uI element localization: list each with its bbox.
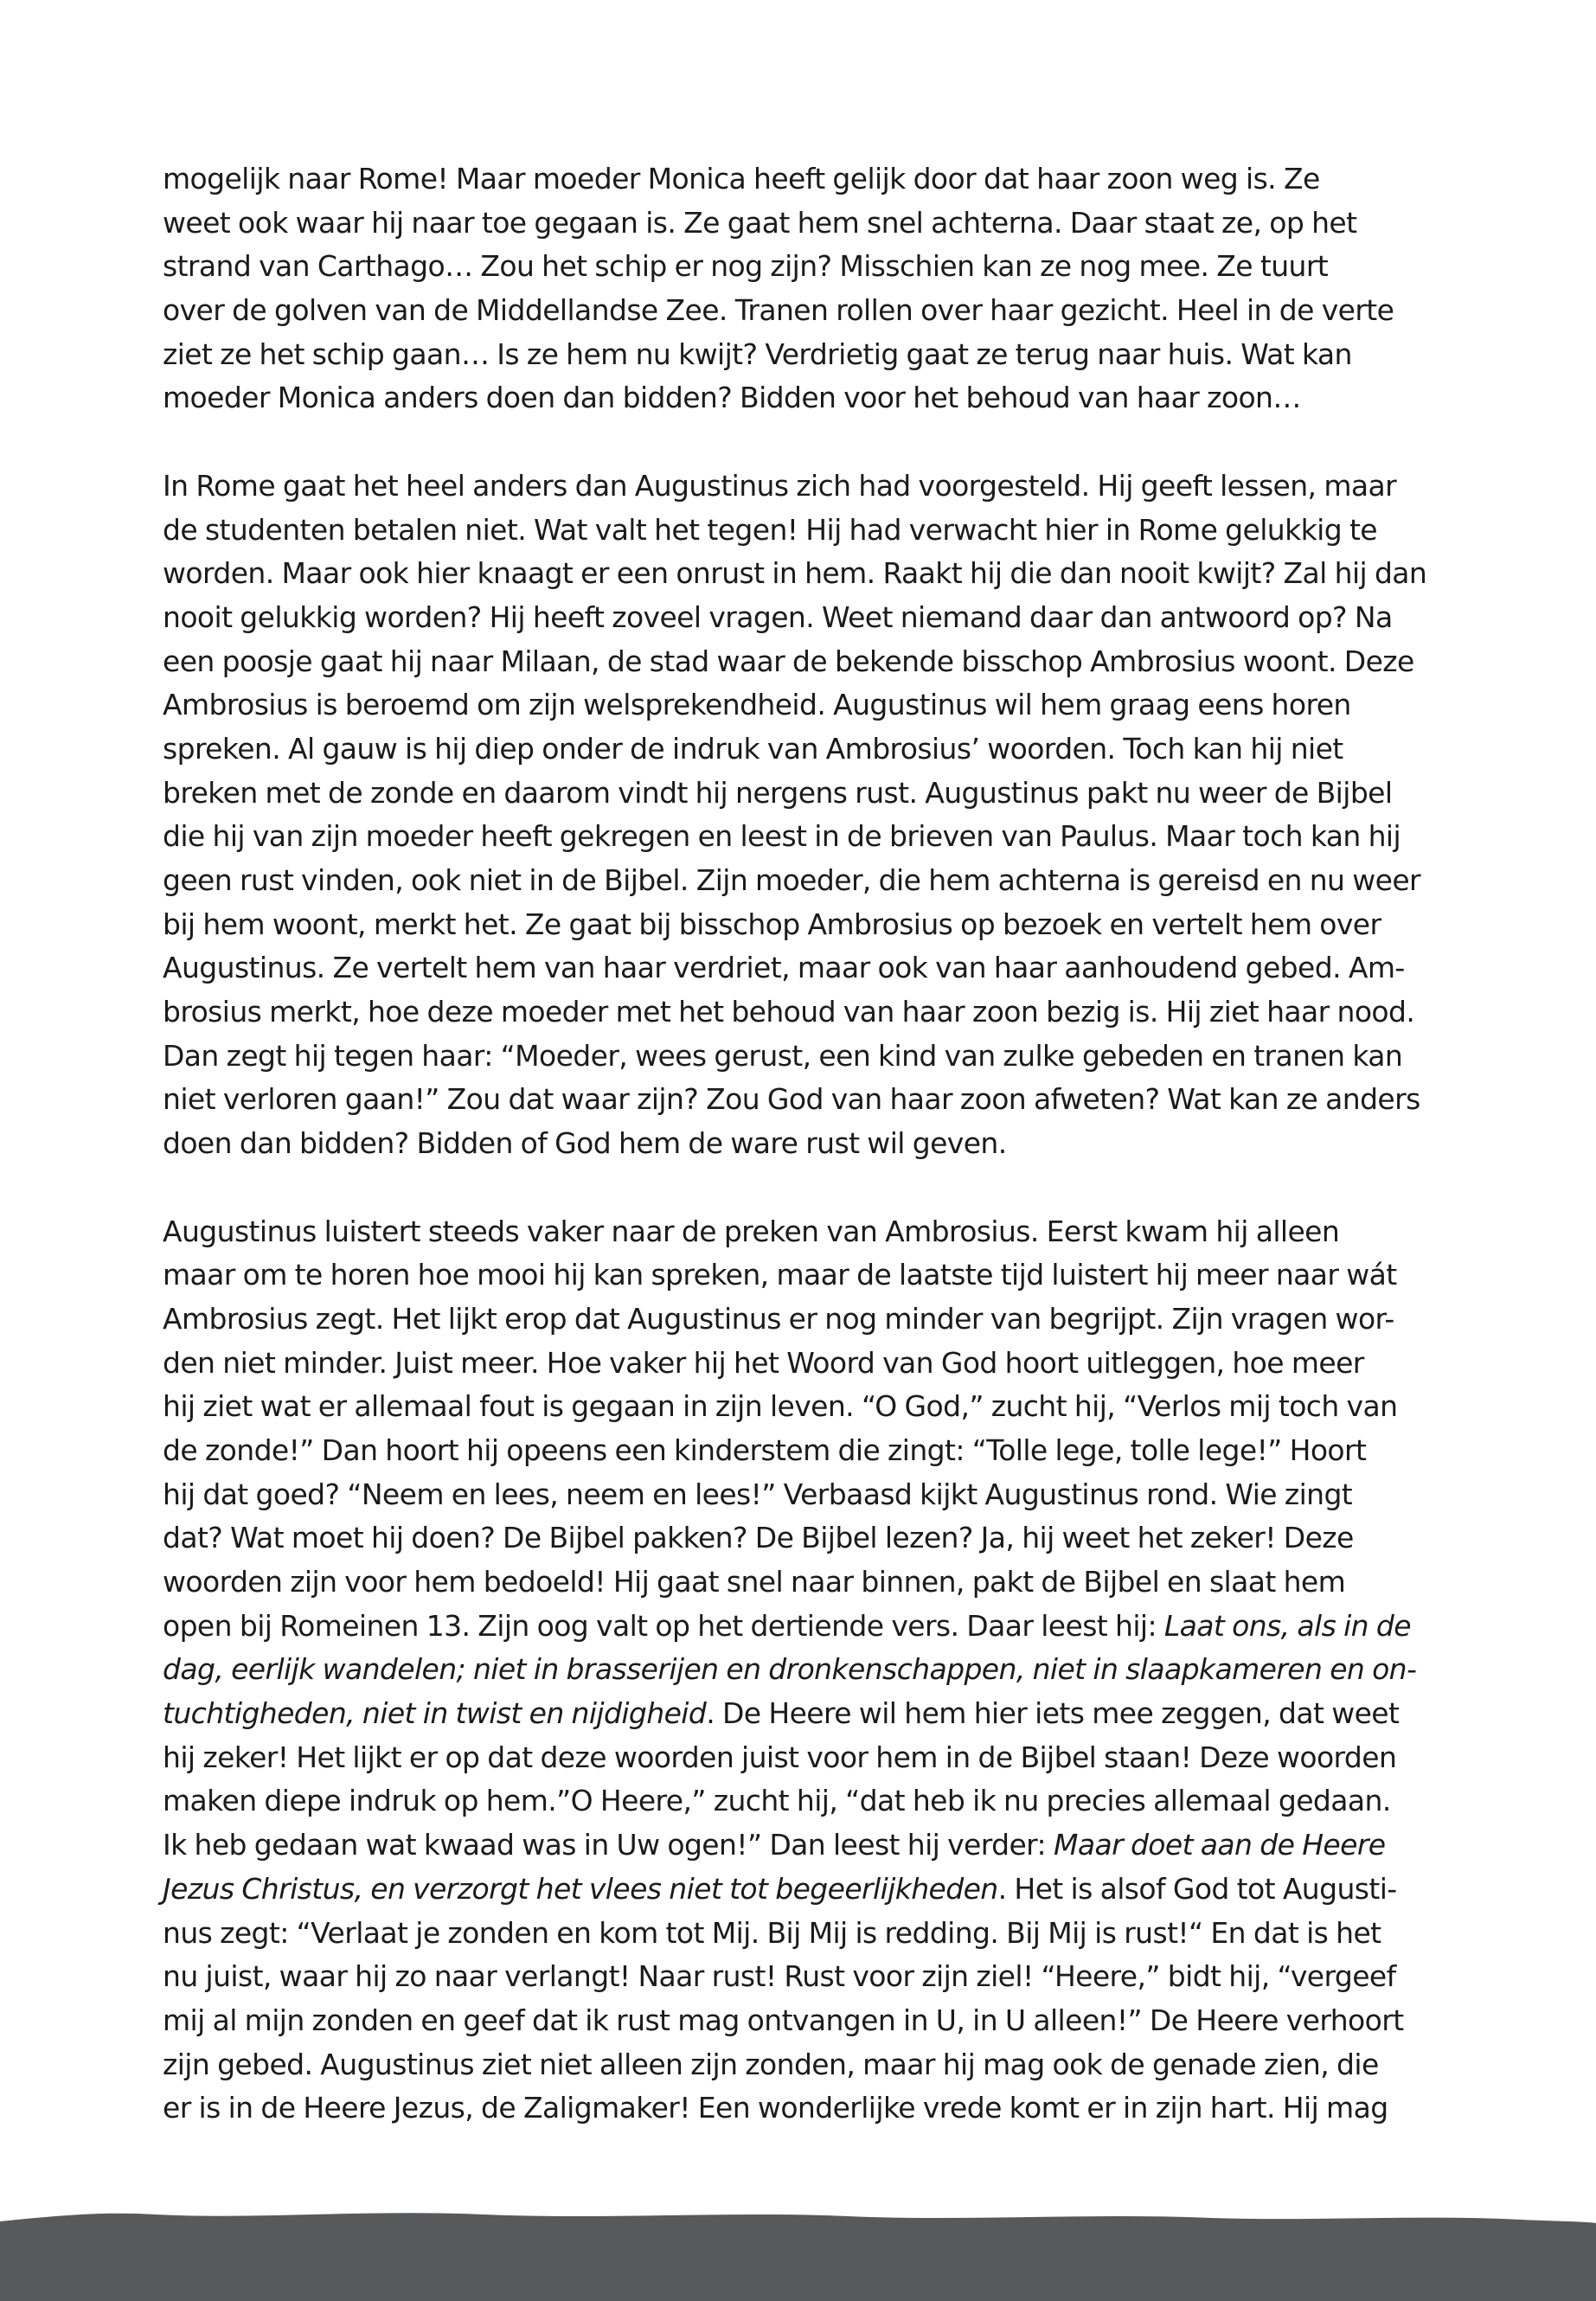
text-segment: dat? Wat moet hij doen? De Bijbel pakken? De Bijbel lezen? Ja, hij weet het zeker! Deze bbox=[163, 1521, 1354, 1555]
text-segment: . De Heere wil hem hier iets mee zeggen, dat weet bbox=[706, 1696, 1400, 1731]
text-segment: breken met de zonde en daarom vindt hij nergens rust. Augustinus pakt nu weer de Bijbel bbox=[163, 775, 1393, 810]
text-line bbox=[163, 245, 1460, 289]
text-line bbox=[163, 903, 1460, 947]
text-line bbox=[163, 1692, 1460, 1736]
text-line bbox=[163, 465, 1460, 509]
text-segment: . Het is alsof God tot Augusti- bbox=[997, 1871, 1397, 1906]
text-segment: die hij van zijn moeder heeft gekregen en leest in de brieven van Paulus. Maar toch kan hij bbox=[163, 819, 1401, 854]
text-segment: bij hem woont, merkt het. Ze gaat bij bisschop Ambrosius op bezoek en vertelt hem over bbox=[163, 907, 1381, 941]
text-segment: doen dan bidden? Bidden of God hem de ware rust wil geven. bbox=[163, 1126, 1007, 1161]
text-segment: weet ook waar hij naar toe gegaan is. Ze gaat hem snel achterna. Daar staat ze, op het bbox=[163, 205, 1357, 240]
text-line bbox=[163, 2043, 1460, 2087]
text-line bbox=[163, 1605, 1460, 1649]
text-line bbox=[163, 1253, 1460, 1298]
text-line bbox=[163, 1955, 1460, 1999]
text-segment: Augustinus luistert steeds vaker naar de preken van Ambrosius. Eerst kwam hij alleen bbox=[163, 1214, 1340, 1248]
text-line bbox=[163, 596, 1460, 640]
text-line bbox=[163, 1912, 1460, 1956]
text-segment: Ik heb gedaan wat kwaad was in Uw ogen!” Dan leest hij verder: bbox=[163, 1828, 1054, 1862]
text-segment: den niet minder. Juist meer. Hoe vaker hij het Woord van God hoort uitleggen, hoe meer bbox=[163, 1345, 1364, 1380]
footer-band bbox=[0, 2171, 1596, 2301]
text-line bbox=[163, 1035, 1460, 1079]
text-line bbox=[163, 859, 1460, 903]
text-segment: nus zegt: “Verlaat je zonden en kom tot Mij. Bij Mij is redding. Bij Mij is rust!“ En dat is het bbox=[163, 1915, 1381, 1950]
text-line bbox=[163, 1823, 1460, 1868]
text-line bbox=[163, 727, 1460, 772]
paragraph-gap bbox=[163, 420, 1460, 465]
text-line bbox=[163, 2086, 1460, 2131]
text-line bbox=[163, 1516, 1460, 1561]
paragraph-gap bbox=[163, 1166, 1460, 1210]
text-line bbox=[163, 202, 1460, 246]
text-segment: In Rome gaat het heel anders dan Augustinus zich had voorgesteld. Hij geeft lessen, maar bbox=[163, 468, 1397, 503]
text-line bbox=[163, 1648, 1460, 1692]
text-line bbox=[163, 1779, 1460, 1823]
italic-text-segment: Jezus Christus, en verzorgt het vlees niet tot begeerlijkheden bbox=[163, 1871, 998, 1906]
text-segment: Dan zegt hij tegen haar: “Moeder, wees gerust, een kind van zulke gebeden en tranen kan bbox=[163, 1038, 1403, 1073]
text-segment: een poosje gaat hij naar Milaan, de stad waar de bekende bisschop Ambrosius woont. Deze bbox=[163, 644, 1414, 678]
text-line bbox=[163, 1122, 1460, 1166]
italic-text-segment: tuchtigheden, niet in twist en nijdigheid bbox=[163, 1696, 707, 1731]
text-line bbox=[163, 333, 1460, 377]
text-line bbox=[163, 1736, 1460, 1780]
text-line bbox=[163, 772, 1460, 816]
text-line bbox=[163, 1210, 1460, 1254]
text-line bbox=[163, 640, 1460, 684]
text-line bbox=[163, 289, 1460, 333]
text-segment: maken diepe indruk op hem.”O Heere,” zucht hij, “dat heb ik nu precies allemaal gedaan. bbox=[163, 1784, 1391, 1818]
text-segment: maar om te horen hoe mooi hij kan spreken, maar de laatste tijd luistert hij meer naar wát bbox=[163, 1258, 1397, 1292]
text-line bbox=[163, 376, 1460, 420]
text-segment: er is in de Heere Jezus, de Zaligmaker! Een wonderlijke vrede komt er in zijn hart. Hij mag bbox=[163, 2091, 1388, 2125]
text-line bbox=[163, 1999, 1460, 2043]
text-segment: over de golven van de Middellandse Zee. Tranen rollen over haar gezicht. Heel in de verte bbox=[163, 293, 1394, 328]
text-line bbox=[163, 1078, 1460, 1122]
text-line bbox=[163, 990, 1460, 1035]
text-segment: open bij Romeinen 13. Zijn oog valt op het dertiende vers. Daar leest hij: bbox=[163, 1608, 1164, 1643]
text-line bbox=[163, 1429, 1460, 1473]
text-segment: mij al mijn zonden en geef dat ik rust mag ontvangen in U, in U alleen!” De Heere verhoort bbox=[163, 2003, 1404, 2037]
text-line bbox=[163, 509, 1460, 553]
text-segment: Ambrosius zegt. Het lijkt erop dat Augustinus er nog minder van begrijpt. Zijn vragen wor- bbox=[163, 1301, 1394, 1336]
text-line bbox=[163, 157, 1460, 202]
text-line bbox=[163, 1561, 1460, 1605]
text-segment: de zonde!” Dan hoort hij opeens een kinderstem die zingt: “Tolle lege, tolle lege!” Hoort bbox=[163, 1433, 1367, 1467]
italic-text-segment: Maar doet aan de Heere bbox=[1053, 1828, 1386, 1862]
text-line bbox=[163, 1342, 1460, 1386]
text-segment: worden. Maar ook hier knaagt er een onrust in hem. Raakt hij die dan nooit kwijt? Zal hij dan bbox=[163, 556, 1427, 591]
text-line bbox=[163, 1298, 1460, 1342]
text-line bbox=[163, 1473, 1460, 1517]
text-segment: ziet ze het schip gaan… Is ze hem nu kwijt? Verdrietig gaat ze terug naar huis. Wat kan bbox=[163, 336, 1352, 371]
text-segment: niet verloren gaan!” Zou dat waar zijn? Zou God van haar zoon afweten? Wat kan ze anders bbox=[163, 1082, 1420, 1117]
text-segment: nooit gelukkig worden? Hij heeft zoveel vragen. Weet niemand daar dan antwoord op? Na bbox=[163, 599, 1393, 634]
text-line bbox=[163, 815, 1460, 859]
text-segment: de studenten betalen niet. Wat valt het tegen! Hij had verwacht hier in Rome gelukkig te bbox=[163, 512, 1377, 547]
text-segment: moeder Monica anders doen dan bidden? Bidden voor het behoud van haar zoon… bbox=[163, 381, 1301, 415]
italic-text-segment: dag, eerlijk wandelen; niet in brasserijen en dronkenschappen, niet in slaapkameren en on- bbox=[163, 1652, 1417, 1687]
story-text bbox=[163, 157, 1460, 2131]
text-segment: mogelijk naar Rome! Maar moeder Monica heeft gelijk door dat haar zoon weg is. Ze bbox=[163, 162, 1320, 195]
text-segment: nu juist, waar hij zo naar verlangt! Naar rust! Rust voor zijn ziel! “Heere,” bidt hij, “vergeef bbox=[163, 1959, 1396, 1994]
text-segment: strand van Carthago… Zou het schip er nog zijn? Misschien kan ze nog mee. Ze tuurt bbox=[163, 249, 1329, 284]
text-segment: Augustinus. Ze vertelt hem van haar verdriet, maar ook van haar aanhoudend gebed. Am- bbox=[163, 951, 1405, 985]
italic-text-segment: Laat ons, als in de bbox=[1163, 1608, 1411, 1643]
text-segment: zijn gebed. Augustinus ziet niet alleen zijn zonden, maar hij mag ook de genade zien, die bbox=[163, 2047, 1379, 2081]
text-line bbox=[163, 1868, 1460, 1912]
text-segment: woorden zijn voor hem bedoeld! Hij gaat snel naar binnen, pakt de Bijbel en slaat hem bbox=[163, 1565, 1346, 1599]
text-segment: spreken. Al gauw is hij diep onder de indruk van Ambrosius’ woorden. Toch kan hij niet bbox=[163, 731, 1343, 766]
text-segment: hij dat goed? “Neem en lees, neem en lees!” Verbaasd kijkt Augustinus rond. Wie zingt bbox=[163, 1477, 1353, 1511]
text-line bbox=[163, 683, 1460, 727]
text-segment: brosius merkt, hoe deze moeder met het behoud van haar zoon bezig is. Hij ziet haar nood. bbox=[163, 995, 1415, 1029]
text-line bbox=[163, 1385, 1460, 1429]
text-segment: hij ziet wat er allemaal fout is gegaan in zijn leven. “O God,” zucht hij, “Verlos mij toch van bbox=[163, 1389, 1398, 1424]
text-line bbox=[163, 946, 1460, 990]
text-line bbox=[163, 552, 1460, 596]
text-segment: Ambrosius is beroemd om zijn welsprekendheid. Augustinus wil hem graag eens horen bbox=[163, 688, 1351, 722]
text-segment: geen rust vinden, ook niet in de Bijbel. Zijn moeder, die hem achterna is gereisd en nu weer bbox=[163, 863, 1421, 897]
text-segment: hij zeker! Het lijkt er op dat deze woorden juist voor hem in de Bijbel staan! Deze woorden bbox=[163, 1740, 1397, 1774]
footer-wave-shape bbox=[0, 2213, 1596, 2301]
